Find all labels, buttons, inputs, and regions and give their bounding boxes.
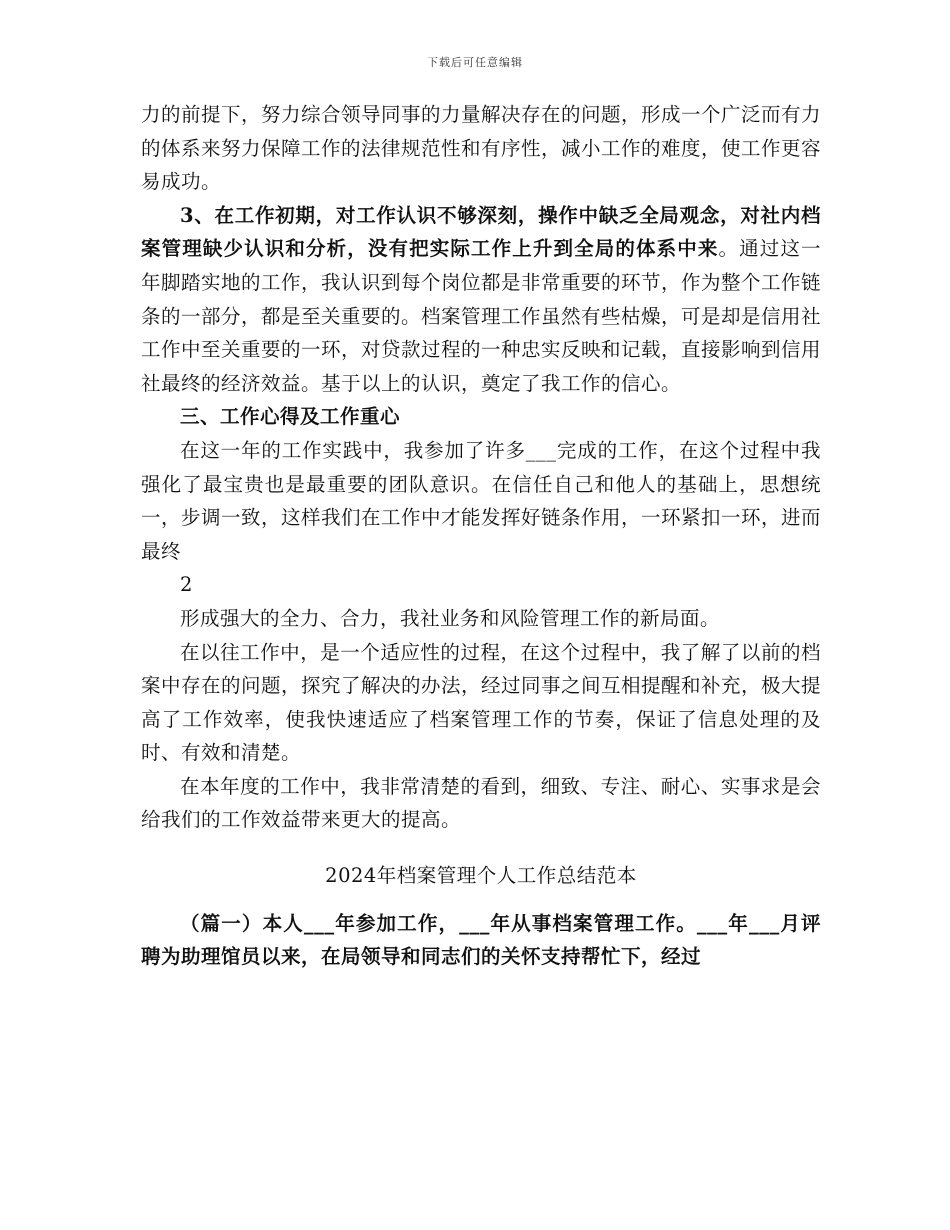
paragraph-2 — [141, 199, 821, 401]
paragraph-1: 力的前提下，努力综合领导同事的力量解决存在的问题，形成一个广泛而有力的体系来努力保障工作的法律规范性和有序性，减小工作的难度，使工作更容易成功。 — [141, 103, 822, 194]
page-header: 下载后可任意编辑 — [427, 56, 523, 69]
paragraph-3: 在这一年的工作实践中，我参加了许多___完成的工作，在这个过程中我强化了最宝贵也是最重要的团队意识。在信任自己和他人的基础上，思想统一，步调一致，这样我们在工作中才能发挥好链条作用，一环紧扣一环，进而最终 — [141, 438, 822, 563]
paragraph-5: 在以往工作中，是一个适应性的过程，在这个过程中，我了解了以前的档案中存在的问题，探究了解决的办法，经过同事之间互相提醒和补充，极大提高了工作效率，使我快速适应了档案管理工作的节奏，保证了信息处理的及时、有效和清楚。 — [141, 640, 822, 765]
page-number: 2 — [180, 573, 193, 597]
document-title: 2024年档案管理个人工作总结范本 — [325, 864, 637, 888]
paragraph-7: （篇一）本人___年参加工作，___年从事档案管理工作。___年___月评聘为助理馆员以来，在局领导和同志们的关怀支持帮忙下，经过 — [141, 911, 821, 969]
section-heading-3: 三、工作心得及工作重心 — [180, 405, 401, 429]
paragraph-6: 在本年度的工作中，我非常清楚的看到，细致、专注、耐心、实事求是会给我们的工作效益带来更大的提高。 — [141, 774, 821, 832]
paragraph-2-rest: 。通过这一年脚踏实地的工作，我认识到每个岗位都是非常重要的环节，作为整个工作链条的一部分，都是至关重要的。档案管理工作虽然有些枯燥，可是却是信用社工作中至关重要的一环，对贷款过程的一种忠实反映和记载，直接影响到信用社最终的经济效益。基于以上的认识，奠定了我工作的信心。 — [141, 237, 822, 395]
paragraph-4: 形成强大的全力、合力，我社业务和风险管理工作的新局面。 — [180, 606, 721, 630]
document-body — [141, 98, 821, 974]
paragraph-2-bold: 3、在工作初期，对工作认识不够深刻，操作中缺乏全局观念，对社内档案管理缺少认识和分析，没有把实际工作上升到全局的体系中来 — [141, 203, 821, 261]
